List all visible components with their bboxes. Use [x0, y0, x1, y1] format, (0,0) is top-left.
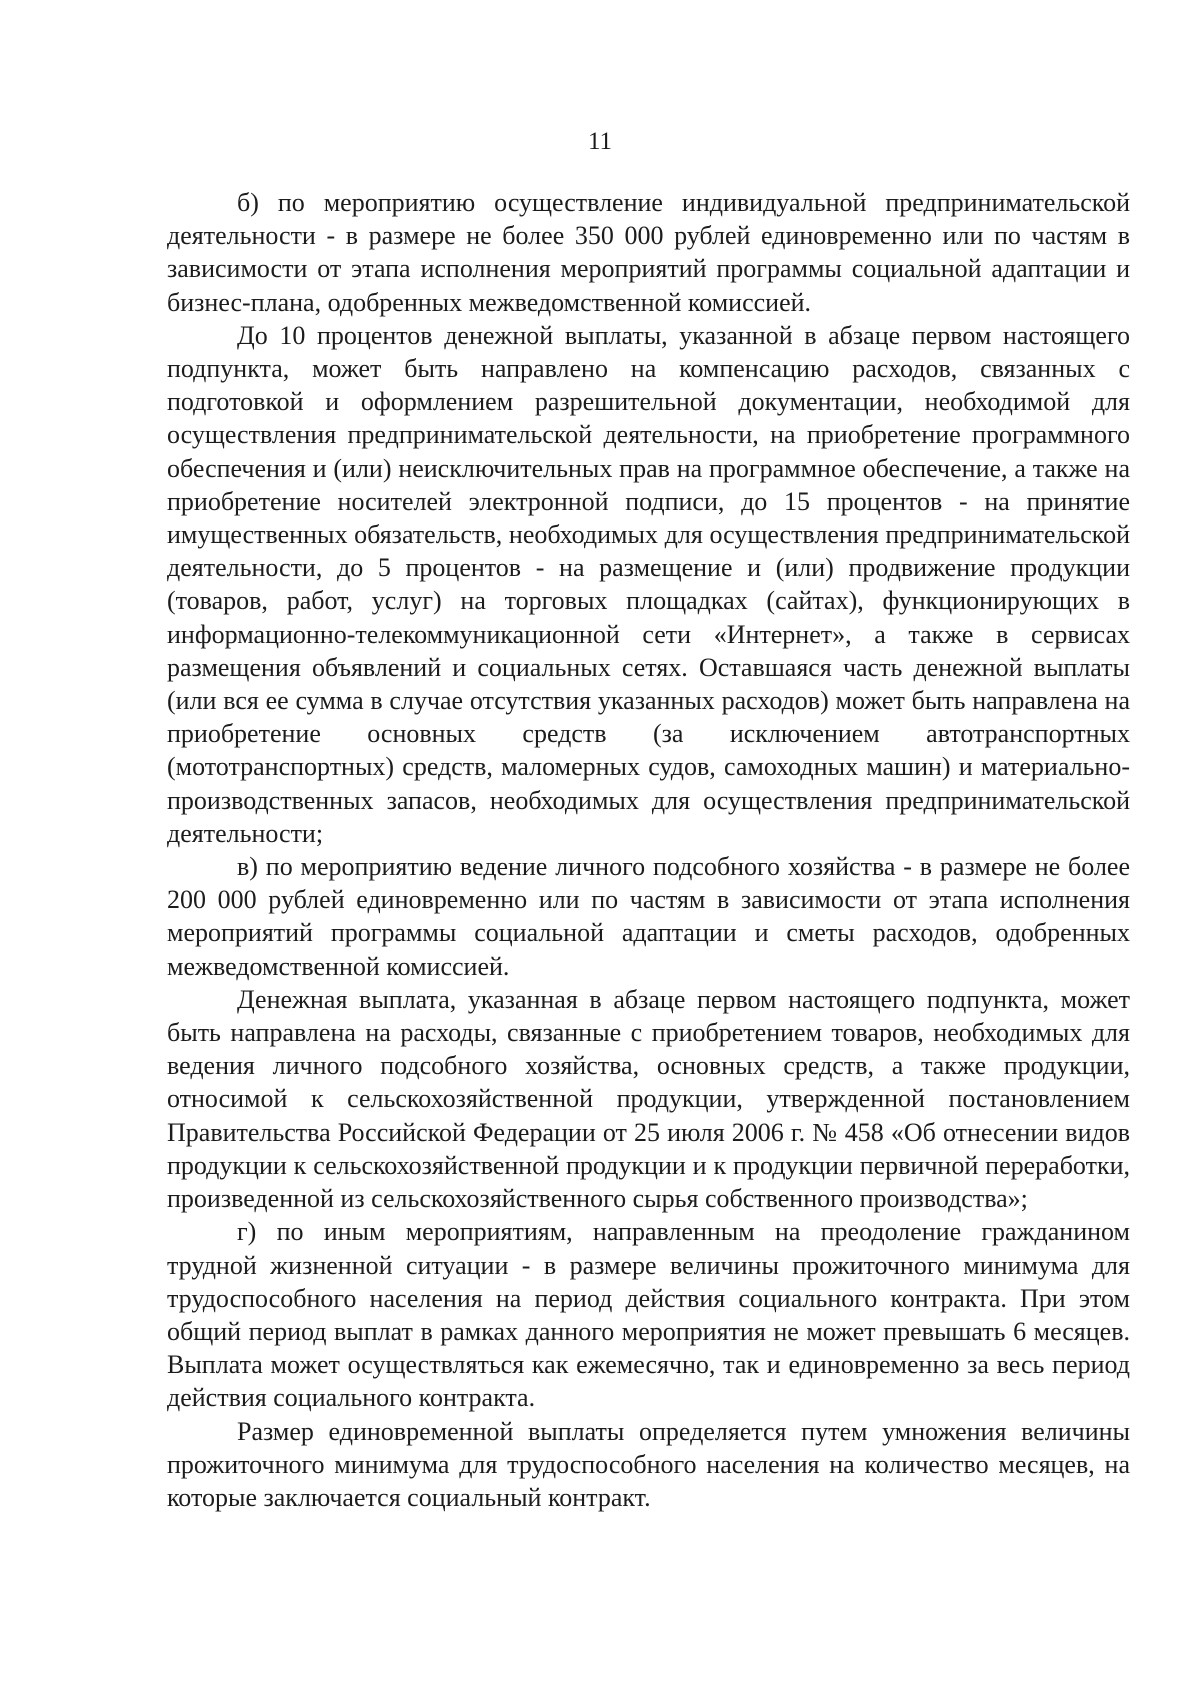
paragraph-entrepreneurship-expenses: До 10 процентов денежной выплаты, указанной в абзаце первом настоящего подпункта, может быть направлено на компенсацию расходов, связанных с подготовкой и оформлением разрешительной документации, необходимой для осуществления предпринимательской деятельности, на приобретение программного обеспечения и (или) неисключительных прав на программное обеспечение, а также на приобретение носителей электронной подписи, до 15 процентов - на принятие имущественных обязательств, необходимых для осуществления предпринимательской деятельности, до 5 процентов - на размещение и (или) продвижение продукции (товаров, работ, услуг) на торговых площадках (сайтах), функционирующих в информационно-телекоммуникационной сети «Интернет», а также в сервисах размещения объявлений и социальных сетях. Оставшаяся часть денежной выплаты (или вся ее сумма в случае отсутствия указанных расходов) может быть направлена на приобретение основных средств (за исключением автотранспортных (мототранспортных) средств, маломерных судов, самоходных машин) и материально-производственных запасов, необходимых для осуществления предпринимательской деятельности;	[167, 320, 1130, 848]
paragraph-household-expenses: Денежная выплата, указанная в абзаце первом настоящего подпункта, может быть направлена на расходы, связанные с приобретением товаров, необходимых для ведения личного подсобного хозяйства, основных средств, а также продукции, относимой к сельскохозяйственной продукции, утвержденной постановлением Правительства Российской Федерации от 25 июля 2006 г. № 458 «Об отнесении видов продукции к сельскохозяйственной продукции и к продукции первичной переработки, произведенной из сельскохозяйственного сырья собственного производства»;	[167, 984, 1130, 1214]
paragraph-v-household-farming: в) по мероприятию ведение личного подсобного хозяйства - в размере не более 200 000 рублей единовременно или по частям в зависимости от этапа исполнения мероприятий программы социальной адаптации и сметы расходов, одобренных межведомственной комиссией.	[167, 852, 1130, 981]
page-number: 11	[587, 128, 613, 155]
paragraph-b-entrepreneurship: б) по мероприятию осуществление индивидуальной предпринимательской деятельности - в размере не более 350 000 рублей единовременно или по частям в зависимости от этапа исполнения мероприятий программы социальной адаптации и бизнес-плана, одобренных межведомственной комиссией.	[167, 188, 1130, 317]
document-body	[167, 186, 1130, 1514]
paragraph-lump-sum-calculation: Размер единовременной выплаты определяется путем умножения величины прожиточного минимума для трудоспособного населения на количество месяцев, на которые заключается социальный контракт.	[167, 1416, 1130, 1512]
paragraph-g-other-measures: г) по иным мероприятиям, направленным на преодоление гражданином трудной жизненной ситуации - в размере величины прожиточного минимума для трудоспособного населения на период действия социального контракта. При этом общий период выплат в рамках данного мероприятия не может превышать 6 месяцев. Выплата может осуществляться как ежемесячно, так и единовременно за весь период действия социального контракта.	[167, 1217, 1130, 1413]
